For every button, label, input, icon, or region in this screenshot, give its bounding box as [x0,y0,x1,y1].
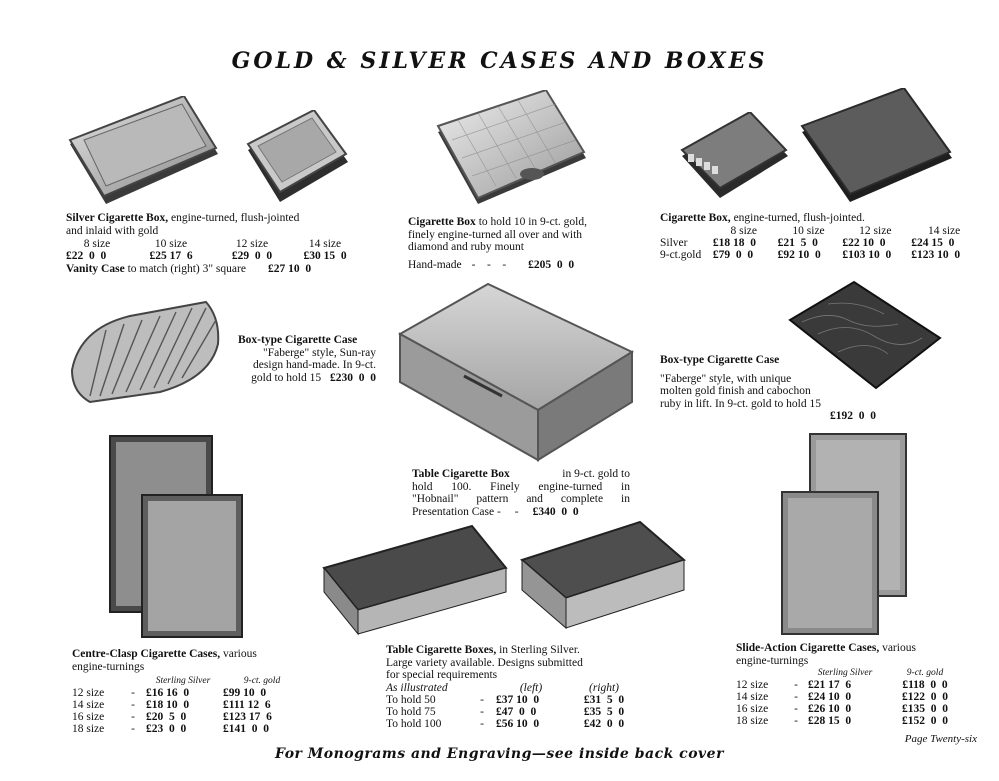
price-table [736,667,968,727]
vanity-label: Vanity Case [66,263,125,275]
item-desc: for special requirements [386,669,498,681]
price-table [660,225,980,261]
table-box-right-photo [520,520,686,630]
price: £111 12 6 [223,699,271,711]
price: £18 10 0 [146,699,190,711]
price: £23 0 0 [146,723,187,735]
price-table [386,682,642,730]
price: £99 10 0 [223,687,267,699]
table-cigarette-box-9ct-photo [398,282,636,462]
item-name: Box-type Cigarette Case [660,354,780,366]
price: £135 0 0 [902,703,948,715]
item-desc: Presentation Case - [412,505,501,518]
silver-cigarette-box-block [66,212,366,276]
price: £37 10 0 [496,693,540,706]
price: £56 10 0 [496,717,540,730]
price: £21 17 6 [808,679,852,691]
price: £230 0 0 [330,371,376,384]
price: £22 10 0 [842,236,886,249]
item-name: Table Cigarette Box [412,468,510,480]
price: £30 15 0 [303,250,347,262]
price: £118 0 0 [902,679,948,691]
row-label: To hold 100 [386,717,442,730]
size-label: 16 size [72,711,105,723]
size-label: 18 size [736,715,769,727]
size-label: 14 size [308,238,342,250]
table-cigarette-box-9ct-block [412,468,630,518]
dash: - [131,723,135,735]
dashes: - - - [471,258,507,271]
page-number: Page Twenty-six [904,733,977,745]
price: £42 0 0 [583,717,625,730]
item-name: Box-type Cigarette Case [238,334,358,346]
slide-action-cases-block [736,642,976,727]
centre-clasp-cases-block [72,648,322,735]
dash: - [794,715,798,727]
cigarette-box-engine-turned-block [660,212,980,261]
item-desc: diamond and ruby mount [408,241,524,253]
as-illustrated: As illustrated [386,681,448,694]
dash: - [480,705,484,718]
row-label: Silver [660,236,688,249]
item-desc: "Hobnail" pattern and complete in [412,493,630,505]
size-label: 18 size [72,723,105,735]
row-label: To hold 75 [386,705,436,718]
size-label: 8 size [83,238,111,250]
item-desc: Large variety available. Designs submitted [386,656,583,669]
dash: - [480,693,484,706]
price: £18 18 0 [712,236,757,249]
size-label: 12 size [72,687,105,699]
dash: - [514,505,519,518]
size-label: 12 size [736,679,769,691]
size-label: 14 size [72,699,105,711]
sunray-case-block [206,334,376,384]
item-desc: "Faberge" style, with unique [660,372,792,385]
col-header: Sterling Silver [155,676,211,686]
size-label: 10 size [792,224,825,237]
price: £28 15 0 [808,715,852,727]
price: £16 16 0 [146,687,190,699]
cigarette-box-9ct-photo [436,90,588,208]
item-desc: engine-turned, flush-jointed. [733,212,865,224]
price: £22 0 0 [66,250,107,262]
dash: - [131,711,135,723]
dash: - [794,703,798,715]
vanity-case-photo [244,110,352,206]
price: £24 15 0 [911,236,955,249]
price: £47 0 0 [496,705,537,718]
item-desc: design hand-made. In 9-ct. [253,359,376,371]
price: £123 17 6 [223,711,272,723]
dash: - [131,699,135,711]
price: £29 0 0 [231,250,273,262]
item-desc: and inlaid with gold [66,224,159,237]
item-desc: ruby in lift. In 9-ct. gold to hold 15 [660,397,821,410]
price: £20 5 0 [146,711,187,723]
vanity-desc: to match (right) 3" square [127,263,246,275]
item-name: Cigarette Box [408,216,476,228]
table-cigarette-boxes-silver-block [386,644,646,730]
col-header: 9-ct. gold [243,676,281,686]
vanity-price: £27 10 0 [267,263,312,275]
price: £24 10 0 [808,691,852,703]
molten-gold-case-block [660,354,900,423]
cigarette-box-large-photo [800,88,954,204]
price: £79 0 0 [712,248,754,261]
price: £340 0 0 [532,505,579,518]
item-desc: gold to hold 15 [251,371,322,384]
item-desc: molten gold finish and cabochon [660,385,811,397]
col-header: 9-ct. gold [906,668,944,678]
price: £123 10 0 [911,248,961,261]
price: £122 0 0 [902,691,948,703]
price: £26 10 0 [808,703,852,715]
item-desc: engine-turnings [72,660,145,673]
col-header: (right) [588,681,620,694]
col-header: Sterling Silver [817,668,873,678]
item-name: Silver Cigarette Box, [66,212,169,224]
size-label: 8 size [730,224,758,237]
price: £103 10 0 [842,248,892,261]
cigarette-box-small-photo [680,112,790,200]
item-desc: "Faberge" style, Sun-ray [263,346,376,359]
price: £141 0 0 [223,723,269,735]
price: £152 0 0 [902,715,948,727]
item-desc: various [222,648,257,660]
footer-note: For Monograms and Engraving—see inside back cover [275,746,724,762]
size-label: 14 size [927,224,961,237]
price: £192 0 0 [830,410,876,422]
cigarette-box-9ct-block [408,216,630,271]
table-box-left-photo [322,524,508,636]
price: £25 17 6 [149,250,193,262]
price: £205 0 0 [528,258,575,271]
item-desc: engine-turnings [736,654,809,667]
dash: - [794,679,798,691]
price: £31 5 0 [583,693,625,706]
item-desc: to hold 10 in 9-ct. gold, [478,216,587,228]
price: £92 10 0 [777,248,821,261]
size-label: 14 size [736,691,769,703]
item-desc: engine-turned, flush-jointed [170,212,300,224]
item-name: Slide-Action Cigarette Cases, [736,642,880,654]
dash: - [794,691,798,703]
slide-action-case-front-photo [780,490,880,636]
silver-cigarette-box-photo [66,96,222,208]
price-table [72,675,304,735]
col-header: (left) [519,681,543,694]
size-label: 16 size [736,703,769,715]
made-label: Hand-made [408,258,462,271]
page-title: GOLD & SILVER CASES AND BOXES [231,48,768,74]
price-table [66,238,360,262]
size-label: 12 size [859,224,892,237]
item-name: Cigarette Box, [660,212,731,224]
sunray-case-photo [70,300,222,404]
row-label: 9-ct.gold [660,248,702,261]
item-name: Centre-Clasp Cigarette Cases, [72,648,221,660]
dash: - [480,717,484,730]
item-name: Table Cigarette Boxes, [386,644,497,656]
price: £35 5 0 [583,705,625,718]
size-label: 10 size [154,238,188,250]
item-desc: finely engine-turned all over and with [408,228,583,241]
size-label: 12 size [235,238,269,250]
centre-clasp-case-front-photo [140,493,244,639]
item-desc: hold 100. Finely engine-turned in [412,480,630,493]
row-label: To hold 50 [386,693,436,706]
dash: - [131,687,135,699]
item-desc: in Sterling Silver. [499,644,580,656]
item-desc: various [882,642,916,654]
item-desc: in 9-ct. gold to [562,468,630,480]
price: £21 5 0 [777,236,818,249]
